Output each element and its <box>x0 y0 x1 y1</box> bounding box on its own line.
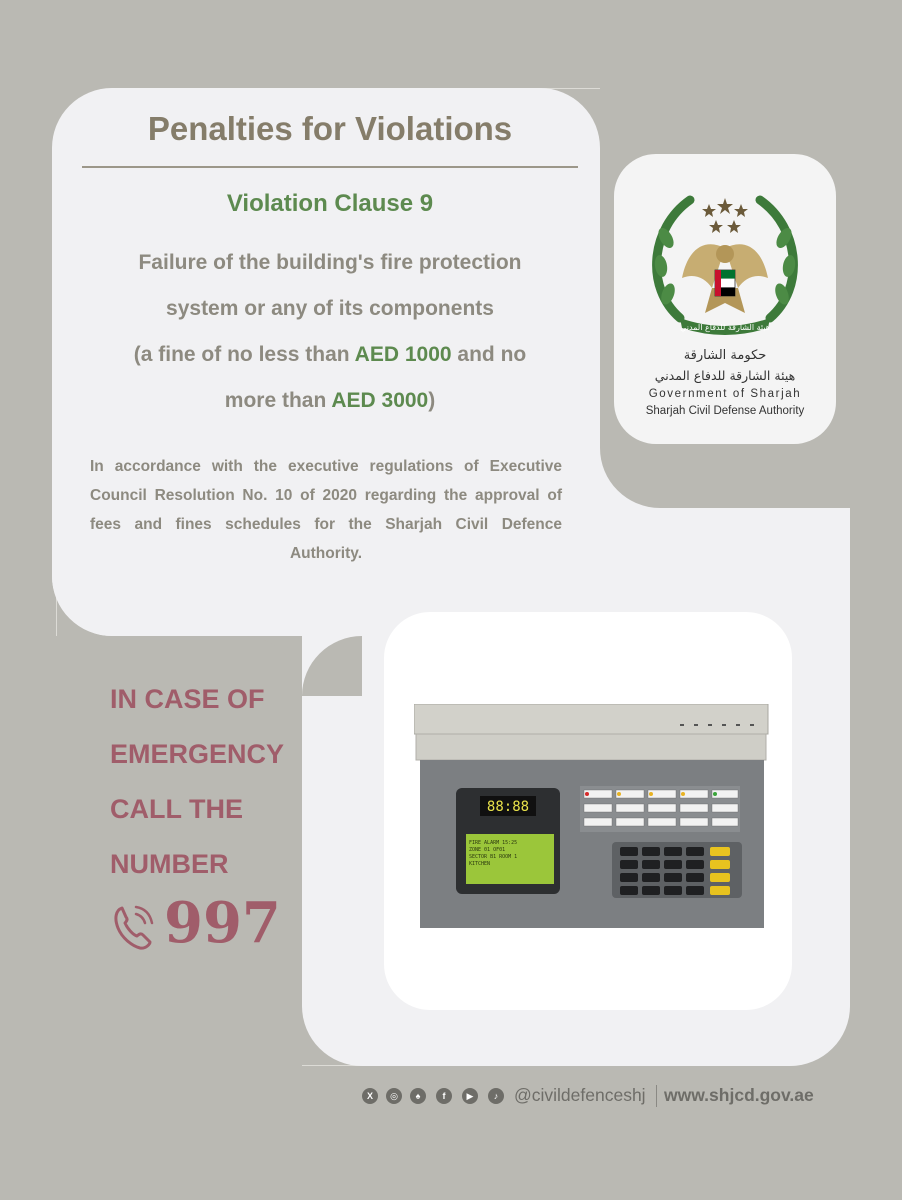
snapchat-icon[interactable]: ♠ <box>410 1088 426 1104</box>
authority-logo-card <box>614 154 836 444</box>
fire-alarm-panel-image <box>414 704 770 932</box>
emergency-line-4: NUMBER <box>110 849 229 879</box>
emergency-callout <box>110 672 300 892</box>
lcd-line-2: ZONE 01 OF01 <box>469 847 506 853</box>
regulations-text: In accordance with the executive regulations of Executive Council Resolution No. 10 of 2020 regarding the approval of fees and fines schedules for the Sharjah Civil Defence Authority. <box>90 458 562 562</box>
fire-panel-photo-card <box>384 612 792 1010</box>
social-handle[interactable]: @civildefenceshj <box>514 1085 646 1105</box>
emergency-line-3: CALL THE <box>110 794 243 824</box>
title-divider <box>82 166 578 168</box>
fine-text-mid: and no <box>451 343 527 366</box>
phone-icon <box>112 902 156 952</box>
fine-text-more: more than <box>224 389 332 412</box>
arabic-government-name: حكومة الشارقة <box>683 348 767 363</box>
footer-bar <box>362 1085 822 1107</box>
lcd-line-3: SECTOR B1 ROOM 1 <box>469 854 518 860</box>
english-authority-name: Sharjah Civil Defense Authority <box>645 405 805 417</box>
fine-line-2 <box>90 378 570 424</box>
x-icon[interactable]: X <box>362 1088 378 1104</box>
fine-text: (a fine of no less than <box>133 343 355 366</box>
instagram-icon[interactable]: ◎ <box>386 1088 402 1104</box>
violation-clause: Violation Clause 9 <box>226 190 434 217</box>
emblem-ribbon-text: هيئة الشارقة للدفاع المدني <box>680 323 770 332</box>
emergency-number-text: 997 <box>164 890 281 956</box>
lcd-line-1: FIRE ALARM 15:25 <box>469 840 518 846</box>
violation-line-2: system or any of its components <box>166 297 494 320</box>
segment-display-text: 88:88 <box>486 799 530 815</box>
fine-min-amount: AED 1000 <box>354 343 452 366</box>
violation-line-1: Failure of the building's fire protection <box>138 251 522 274</box>
emergency-line-2: EMERGENCY <box>110 739 285 769</box>
footer-divider <box>656 1085 657 1107</box>
english-government-name: Government of Sharjah <box>648 388 802 400</box>
emergency-line-1: IN CASE OF <box>110 684 265 714</box>
lcd-line-4: KITCHEN <box>469 861 491 867</box>
violation-description <box>90 240 570 424</box>
website-link[interactable]: www.shjcd.gov.ae <box>664 1085 814 1105</box>
inner-corner <box>600 448 660 508</box>
fine-max-amount: AED 3000 <box>331 389 429 412</box>
fine-text-close: ) <box>428 389 436 412</box>
facebook-icon[interactable]: f <box>436 1088 452 1104</box>
tiktok-icon[interactable]: ♪ <box>488 1088 504 1104</box>
sharjah-civil-defense-emblem-icon <box>650 178 800 338</box>
fine-line <box>90 332 570 378</box>
page-title: Penalties for Violations <box>147 110 513 147</box>
inner-corner-lower <box>302 636 362 696</box>
emergency-number[interactable] <box>112 890 292 962</box>
arabic-authority-name: هيئة الشارقة للدفاع المدني <box>654 368 796 383</box>
youtube-icon[interactable]: ▶ <box>462 1088 478 1104</box>
